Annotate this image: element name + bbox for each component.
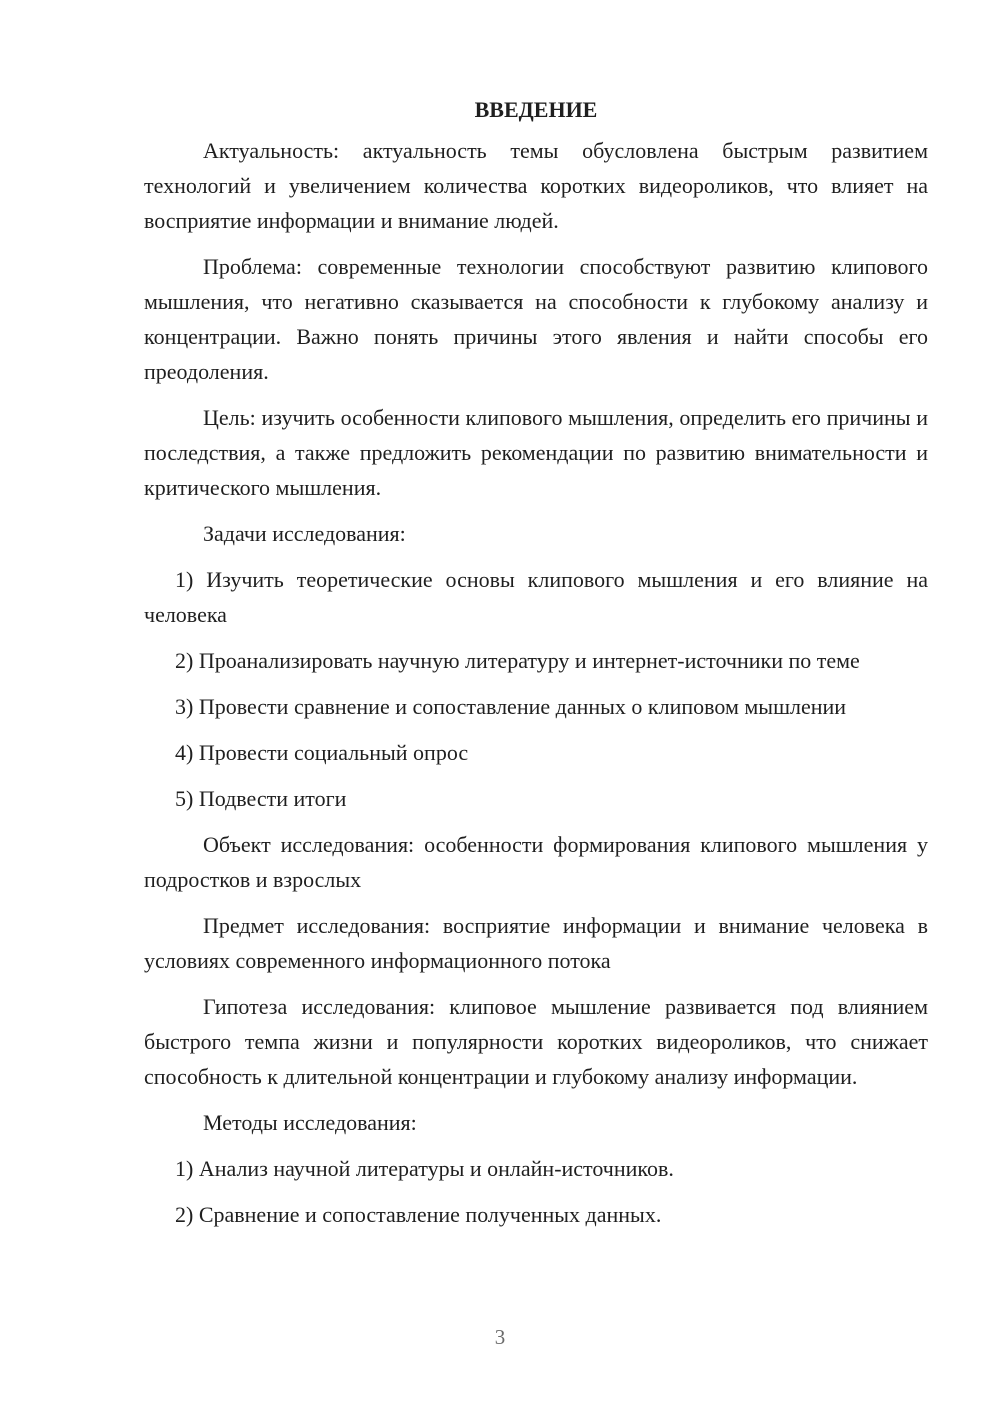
paragraph-problem: Проблема: современные технологии способствуют развитию клипового мышления, что негативно сказывается на способности к глубокому анализу и концентрации. Важно понять причины этого явления и найти способы его преодоления. — [144, 254, 928, 384]
task-item-3: 3) Провести сравнение и сопоставление данных о клиповом мышлении — [175, 694, 847, 719]
paragraph-goal: Цель: изучить особенности клипового мышления, определить его причины и последствия, а также предложить рекомендации по развитию внимательности и критического мышления. — [144, 405, 928, 500]
paragraph-hypothesis: Гипотеза исследования: клиповое мышление развивается под влиянием быстрого темпа жизни и популярности коротких видеороликов, что снижает способность к длительной концентрации и глубокому анализу информации. — [144, 994, 928, 1089]
paragraph-object: Объект исследования: особенности формирования клипового мышления у подростков и взрослых — [144, 832, 928, 892]
paragraph-methods-heading: Методы исследования: — [203, 1110, 417, 1135]
task-item-5: 5) Подвести итоги — [175, 786, 347, 811]
page-number: 3 — [494, 1325, 506, 1349]
paragraph-tasks-heading: Задачи исследования: — [203, 521, 406, 546]
section-title: ВВЕДЕНИЕ — [474, 97, 598, 122]
method-item-2: 2) Сравнение и сопоставление полученных данных. — [175, 1202, 662, 1227]
task-item-1: 1) Изучить теоретические основы клипового мышления и его влияние на человека — [144, 567, 928, 627]
task-item-4: 4) Провести социальный опрос — [175, 740, 469, 765]
paragraph-subject: Предмет исследования: восприятие информации и внимание человека в условиях современного информационного потока — [144, 913, 928, 973]
paragraph-relevance: Актуальность: актуальность темы обусловлена быстрым развитием технологий и увеличением количества коротких видеороликов, что влияет на восприятие информации и внимание людей. — [144, 138, 928, 233]
document-page — [144, 92, 928, 1243]
task-item-2: 2) Проанализировать научную литературу и интернет-источники по теме — [175, 648, 860, 673]
method-item-1: 1) Анализ научной литературы и онлайн-источников. — [175, 1156, 674, 1181]
